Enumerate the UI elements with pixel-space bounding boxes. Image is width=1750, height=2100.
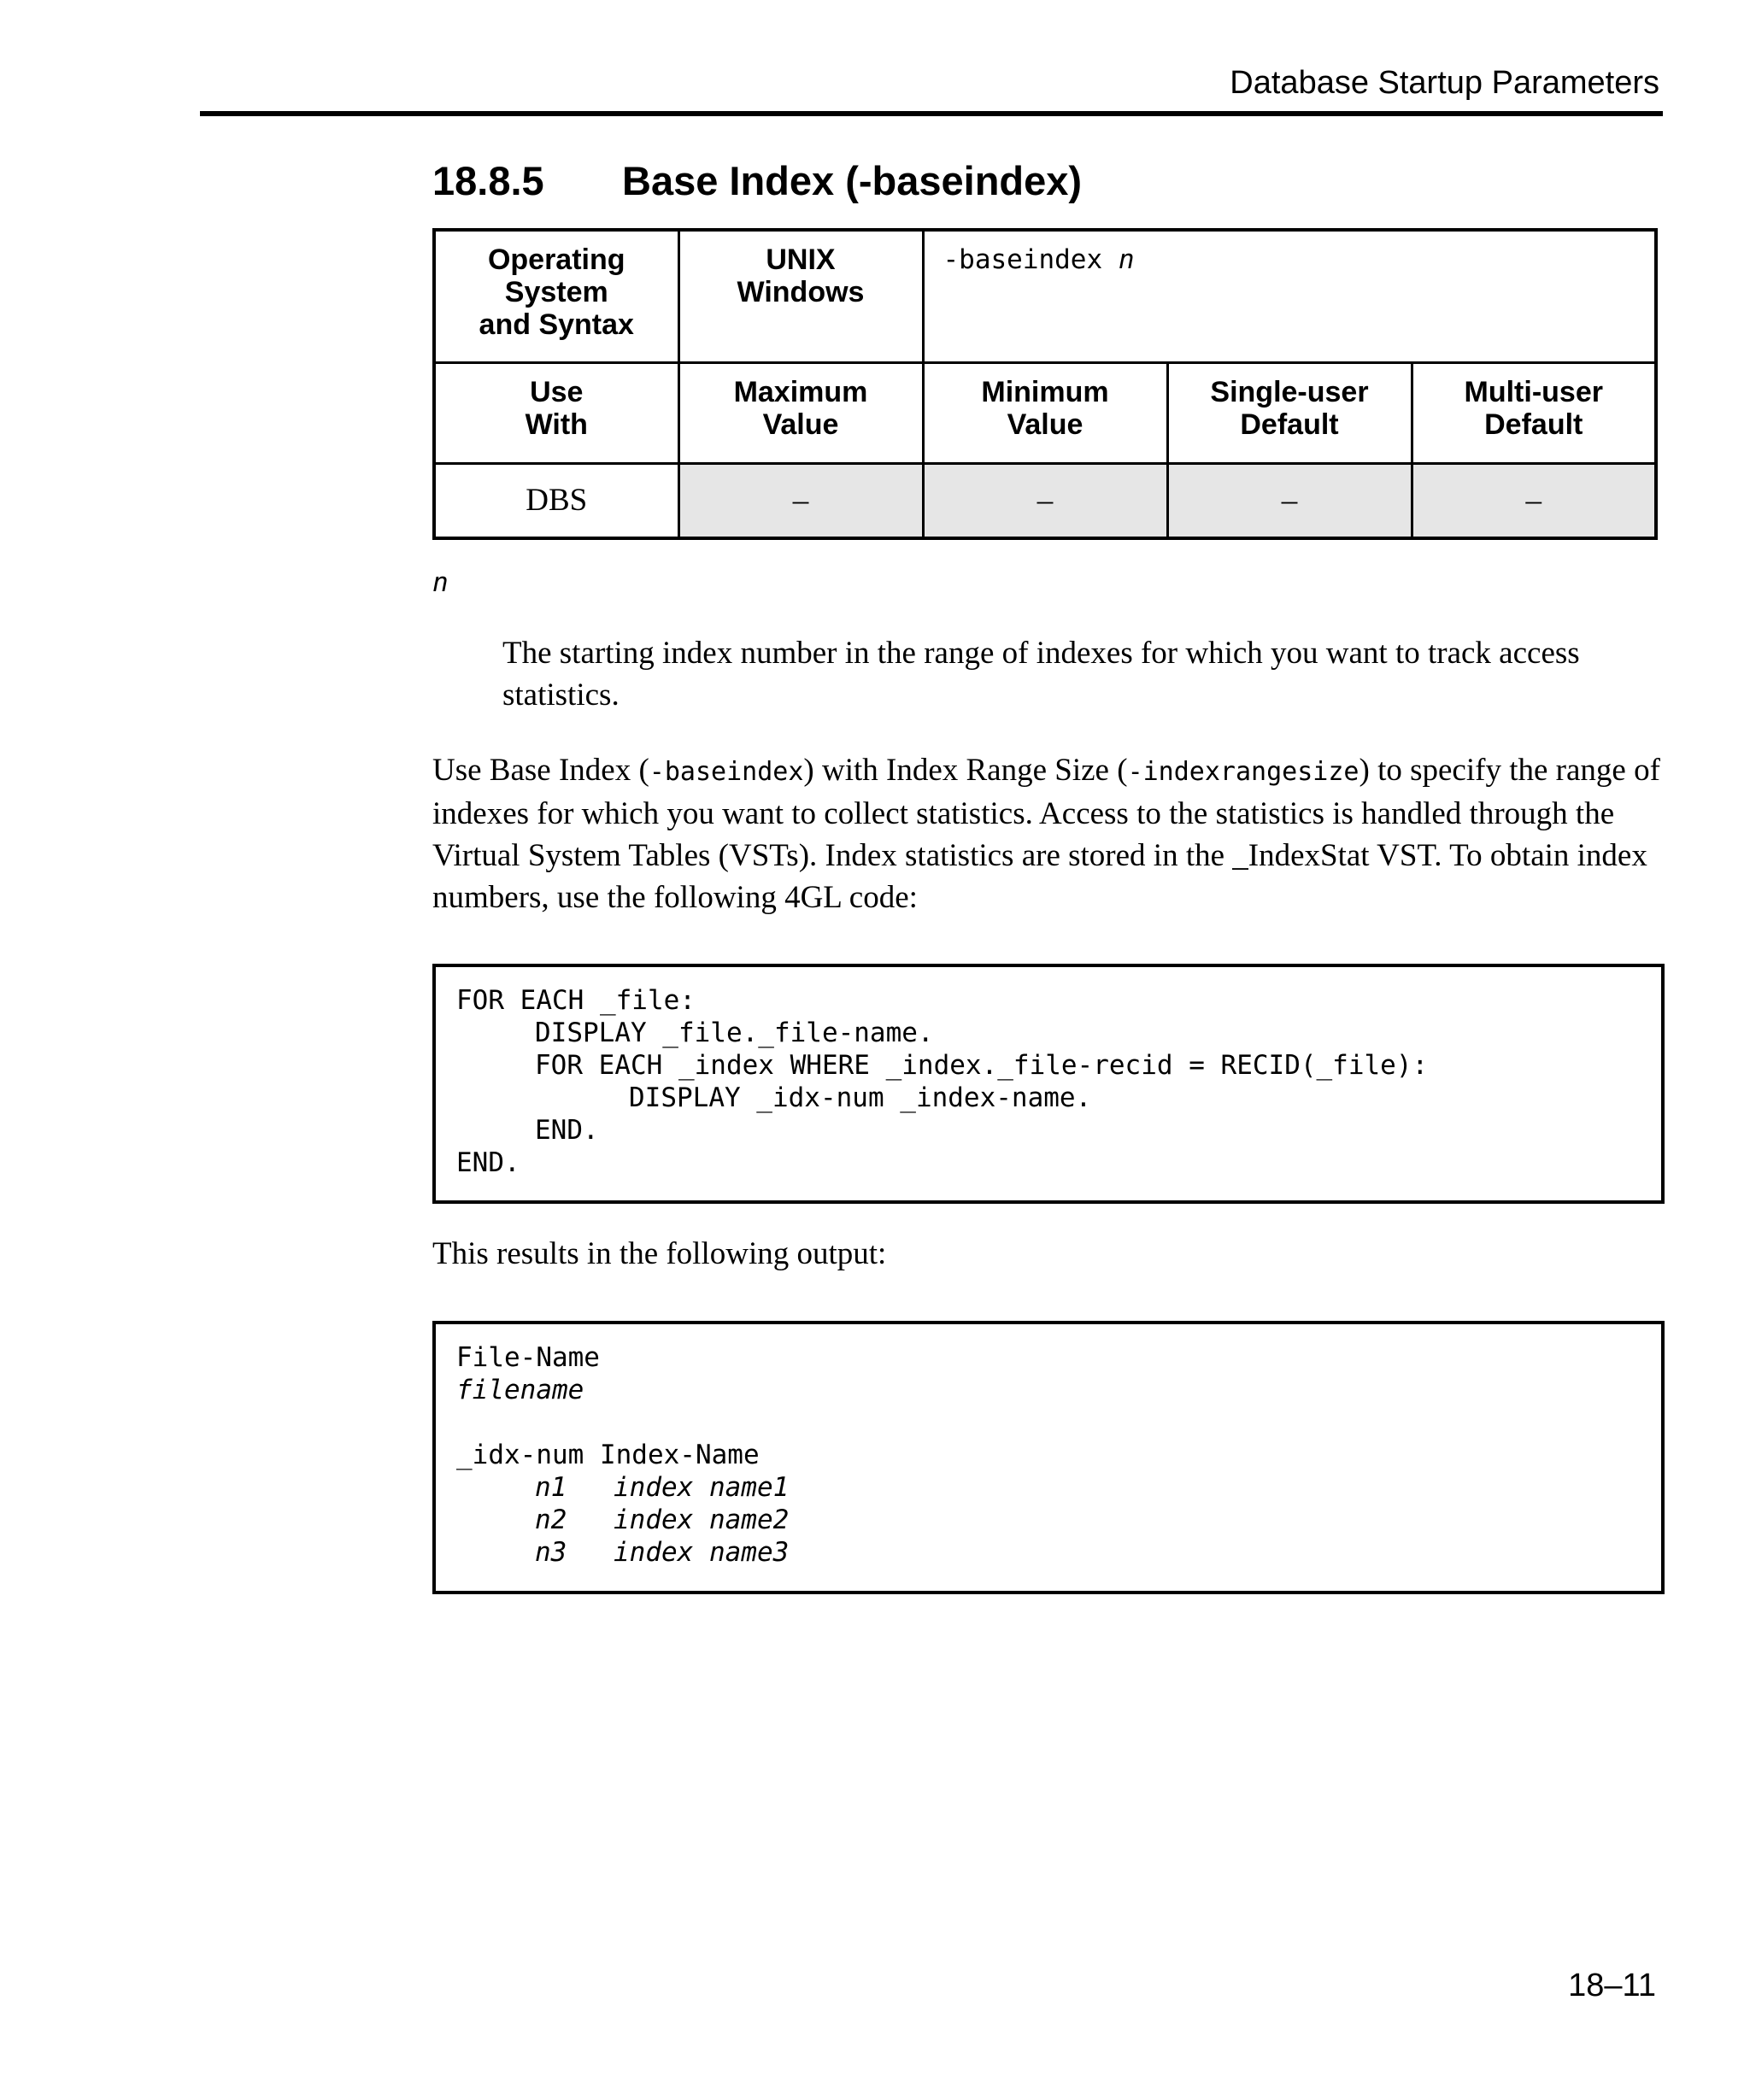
result-intro: This results in the following output: xyxy=(432,1236,887,1271)
section-heading xyxy=(432,158,1083,203)
section-title: Base Index (-baseindex) xyxy=(622,158,1083,203)
definition-text: The starting index number in the range of indexes for which you want to track access statistics. xyxy=(502,636,1580,713)
syntax-row xyxy=(434,230,1656,362)
code-line: DISPLAY _file._file-name. xyxy=(535,1018,934,1048)
syntax-cell xyxy=(923,230,1656,362)
code-line: FOR EACH _index WHERE _index._file-recid = RECID(_file): xyxy=(535,1050,1429,1081)
maximum-value-header: Maximum Value xyxy=(678,362,923,463)
os-values-cell: UNIX Windows xyxy=(678,230,923,362)
code-line: FOR EACH _file: xyxy=(456,985,696,1016)
single-user-default-header: Single-user Default xyxy=(1167,362,1412,463)
header-rule xyxy=(200,111,1663,116)
minimum-value: – xyxy=(923,463,1167,538)
output-header-file-name: File-Name xyxy=(456,1342,600,1373)
code-line: END. xyxy=(535,1115,599,1146)
output-row: n3 index name3 xyxy=(535,1537,790,1568)
os-syntax-header-cell: Operating System and Syntax xyxy=(434,230,678,362)
indexrangesize-option: -indexrangesize xyxy=(1127,757,1359,787)
single-user-default-value: – xyxy=(1167,463,1412,538)
syntax-command: -baseindex xyxy=(943,244,1103,275)
section-number: 18.8.5 xyxy=(432,158,544,203)
page-number: 18–11 xyxy=(1568,1968,1656,2003)
multi-user-default-value: – xyxy=(1412,463,1656,538)
output-header-index: _idx-num Index-Name xyxy=(456,1440,760,1470)
use-with-header: Use With xyxy=(434,362,678,463)
minimum-value-header: Minimum Value xyxy=(923,362,1167,463)
code-line: END. xyxy=(456,1147,520,1178)
running-header: Database Startup Parameters xyxy=(1230,65,1659,101)
output-example xyxy=(432,1321,1665,1594)
baseindex-option: -baseindex xyxy=(649,757,804,787)
output-row: n2 index name2 xyxy=(535,1505,790,1535)
syntax-argument: n xyxy=(1118,244,1135,275)
definition-term: n xyxy=(432,567,449,598)
body-paragraph: Use Base Index (-baseindex) with Index Range Size (-indexrangesize) to specify the range of indexes for which you want to collect statistics. Access to the statistics is handled through the Virtual System Tables (VSTs). Index statistics are stored in the _IndexStat VST. To obtain index numbers, use the following 4GL code: xyxy=(432,753,1660,915)
output-blank-line xyxy=(456,1406,1661,1439)
maximum-value: – xyxy=(678,463,923,538)
code-line: DISPLAY _idx-num _index-name. xyxy=(629,1082,1092,1113)
use-with-value: DBS xyxy=(434,463,678,538)
output-row: n1 index name1 xyxy=(535,1472,790,1503)
value-row xyxy=(434,463,1656,538)
column-header-row xyxy=(434,362,1656,463)
parameter-table xyxy=(432,228,1658,540)
multi-user-default-header: Multi-user Default xyxy=(1412,362,1656,463)
output-filename: filename xyxy=(456,1375,584,1405)
code-example xyxy=(432,964,1665,1204)
